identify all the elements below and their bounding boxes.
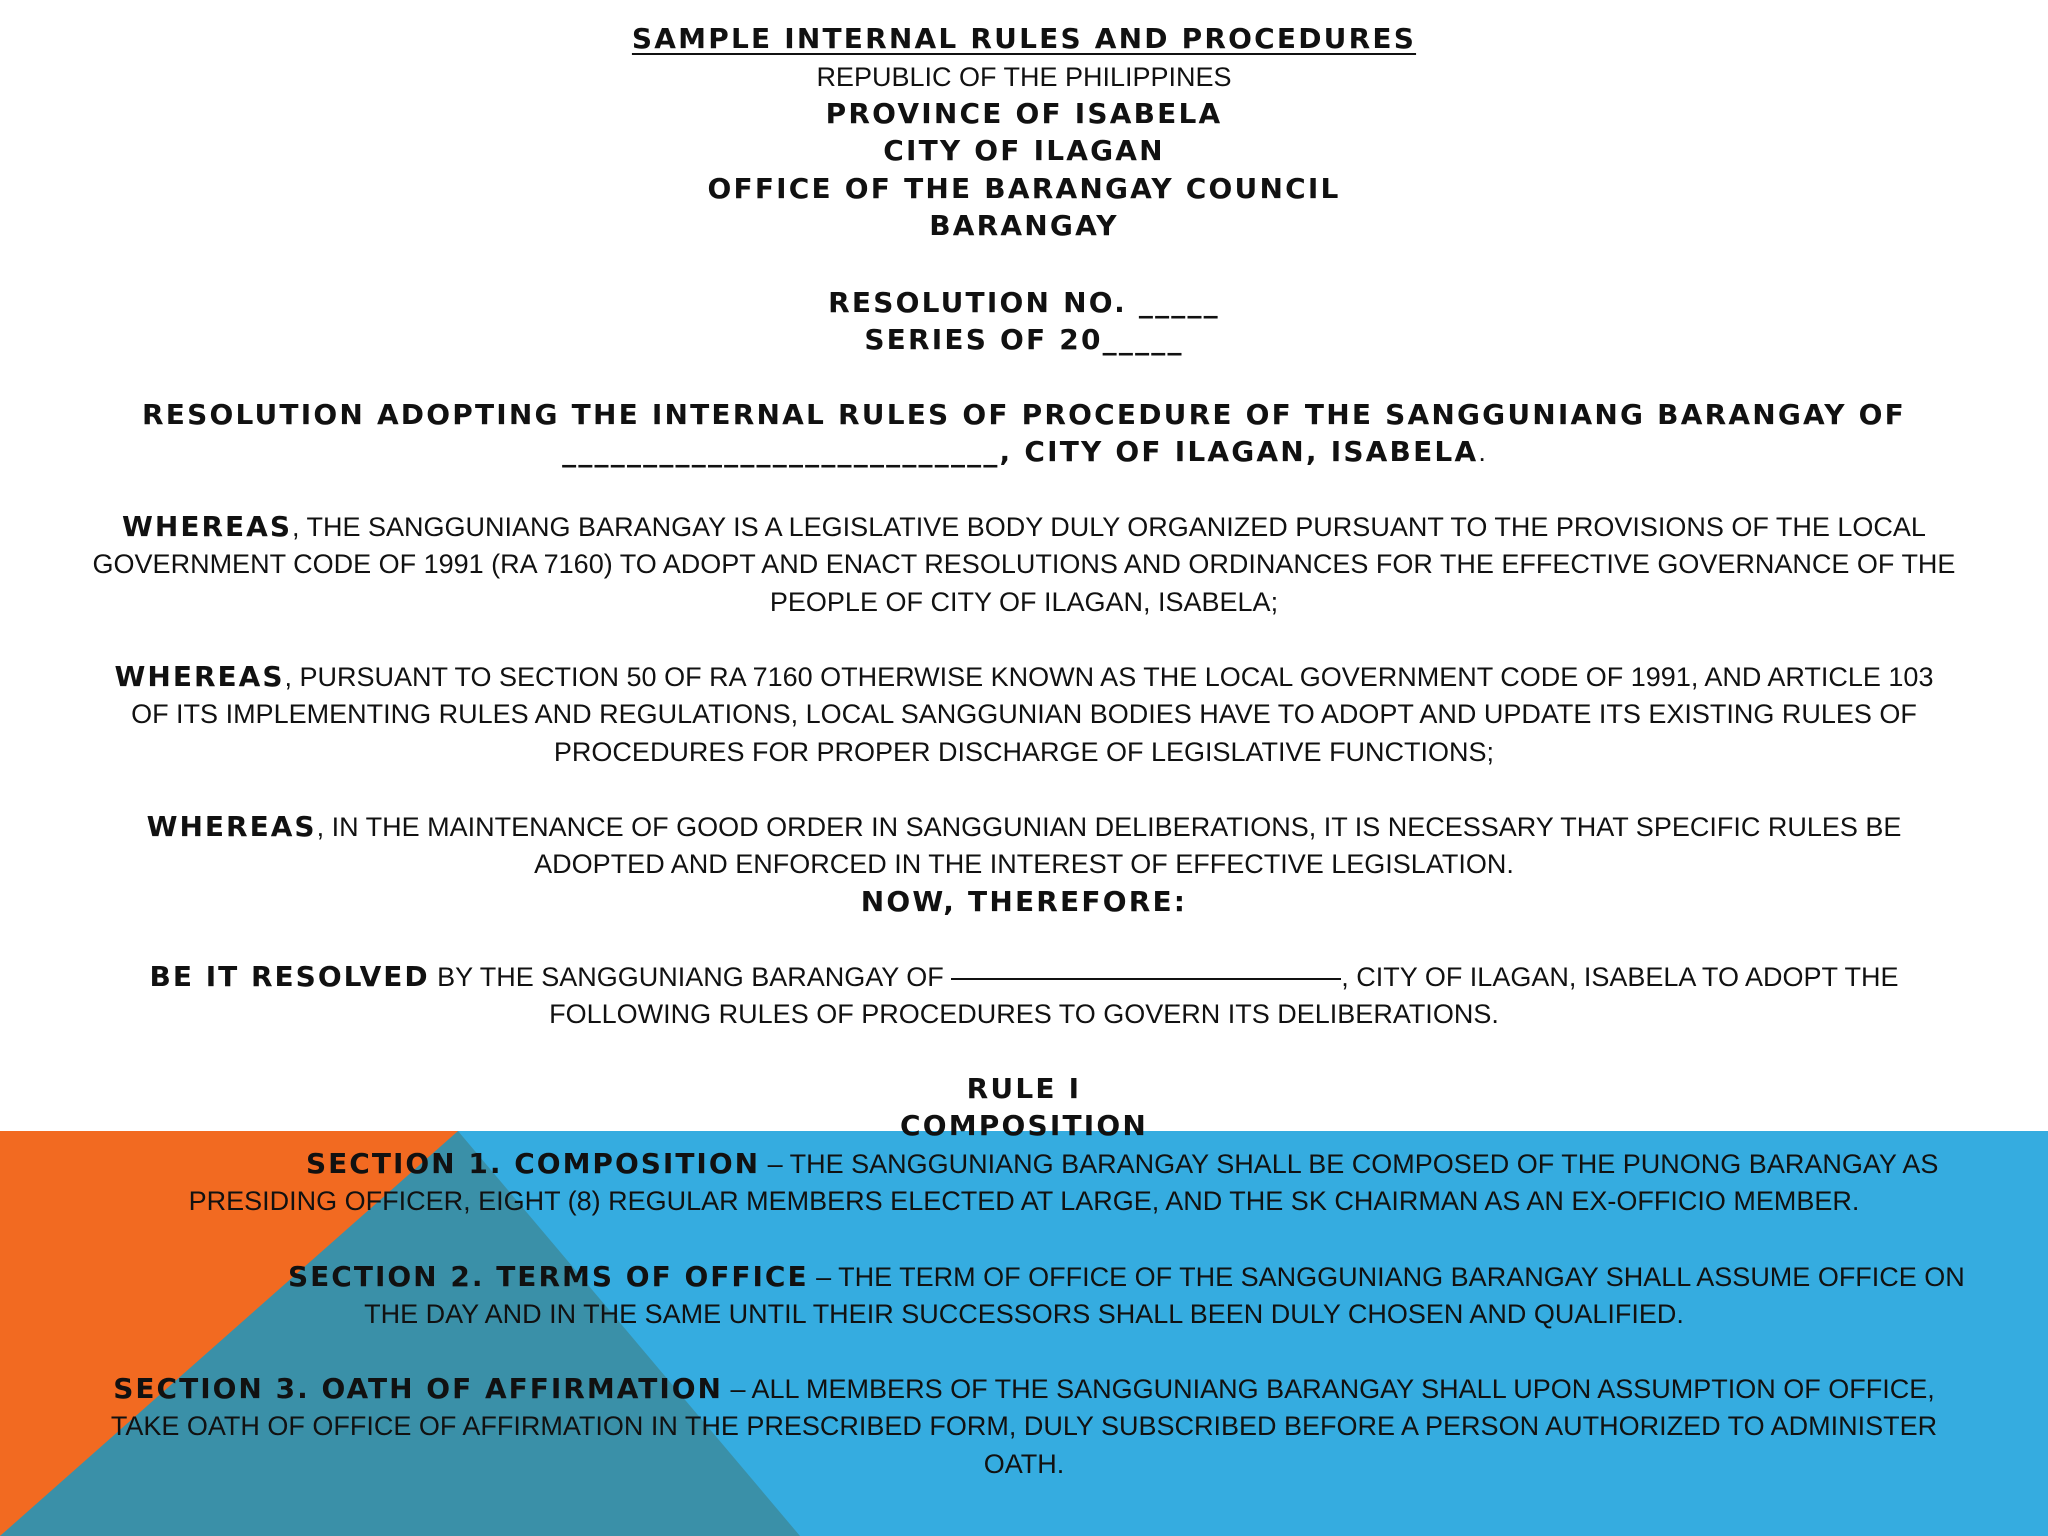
whereas-3-line-1 (0, 808, 2048, 846)
resolution-series: SERIES OF 20_____ (864, 323, 1184, 356)
section-1-line-2: PRESIDING OFFICER, EIGHT (8) REGULAR MEMBERS ELECTED AT LARGE, AND THE SK CHAIRMAN AS AN EX-OFFICIO MEMBER. (188, 1186, 1860, 1216)
whereas-1-lead: WHEREAS (122, 510, 293, 543)
section-2-line-2: THE DAY AND IN THE SAME UNTIL THEIR SUCCESSORS SHALL BEEN DULY CHOSEN AND QUALIFIED. (364, 1299, 1684, 1329)
section-3-line-1 (0, 1370, 2048, 1408)
resolution-title-location: , CITY OF ILAGAN, ISABELA (999, 435, 1479, 468)
whereas-2-text-1: , PURSUANT TO SECTION 50 OF RA 7160 OTHERWISE KNOWN AS THE LOCAL GOVERNMENT CODE OF 1991, AND ARTICLE 103 (284, 662, 1934, 692)
section-1-dash: – (760, 1149, 790, 1179)
be-it-resolved-text-2: , CITY OF ILAGAN, ISABELA TO ADOPT THE (1341, 962, 1899, 992)
now-therefore: NOW, THEREFORE: (860, 885, 1188, 918)
section-1-title: SECTION 1. COMPOSITION (306, 1147, 761, 1180)
section-2-text-1: THE TERM OF OFFICE OF THE SANGGUNIANG BARANGAY SHALL ASSUME OFFICE ON (838, 1262, 1965, 1292)
section-3-title: SECTION 3. OATH OF AFFIRMATION (113, 1372, 723, 1405)
office-line: OFFICE OF THE BARANGAY COUNCIL (707, 172, 1341, 205)
whereas-2-line-1 (0, 658, 2048, 696)
rule-title: COMPOSITION (899, 1109, 1149, 1142)
resolution-number: RESOLUTION NO. _____ (828, 286, 1220, 319)
section-3-line-3: OATH. (983, 1449, 1065, 1479)
whereas-3-text-1: , IN THE MAINTENANCE OF GOOD ORDER IN SANGGUNIAN DELIBERATIONS, IT IS NECESSARY THAT SPECIFIC RULES BE (316, 812, 1902, 842)
whereas-2-line-3: PROCEDURES FOR PROPER DISCHARGE OF LEGISLATIVE FUNCTIONS; (553, 737, 1495, 767)
be-it-resolved-line-2: FOLLOWING RULES OF PROCEDURES TO GOVERN ITS DELIBERATIONS. (549, 999, 1499, 1029)
whereas-1-line-1 (0, 508, 2048, 546)
city-line: CITY OF ILAGAN (883, 134, 1165, 167)
section-3-line-2: TAKE OATH OF OFFICE OF AFFIRMATION IN THE PRESCRIBED FORM, DULY SUBSCRIBED BEFORE A PERSON AUTHORIZED TO ADMINISTER (110, 1411, 1938, 1441)
resolution-title-line-2 (0, 433, 2048, 471)
be-it-resolved-lead: BE IT RESOLVED (149, 960, 430, 993)
whereas-1-line-3: PEOPLE OF CITY OF ILAGAN, ISABELA; (769, 587, 1279, 617)
section-1-line-1 (306, 1145, 1938, 1183)
section-3-text-1: ALL MEMBERS OF THE SANGGUNIANG BARANGAY SHALL UPON ASSUMPTION OF OFFICE, (751, 1374, 1935, 1404)
province-line: PROVINCE OF ISABELA (825, 97, 1223, 130)
section-2-dash: – (808, 1262, 839, 1292)
resolution-title-blank: ___________________________ (562, 435, 1000, 468)
be-it-resolved-line-1 (0, 958, 2048, 996)
be-it-resolved-text-1: BY THE SANGGUNIANG BARANGAY OF (429, 962, 952, 992)
whereas-3-line-2: ADOPTED AND ENFORCED IN THE INTEREST OF EFFECTIVE LEGISLATION. (534, 849, 1514, 879)
whereas-1-text-1: , THE SANGGUNIANG BARANGAY IS A LEGISLATIVE BODY DULY ORGANIZED PURSUANT TO THE PROVISIONS OF THE LOCAL (292, 512, 1926, 542)
rule-number: RULE I (966, 1072, 1082, 1105)
resolution-title-period: . (1478, 437, 1486, 467)
barangay-name-blank (951, 978, 1341, 980)
whereas-1-line-2: GOVERNMENT CODE OF 1991 (RA 7160) TO ADOPT AND ENACT RESOLUTIONS AND ORDINANCES FOR THE EFFECTIVE GOVERNANCE OF THE (92, 549, 1956, 579)
republic-line: REPUBLIC OF THE PHILIPPINES (816, 62, 1232, 92)
barangay-line: BARANGAY (929, 209, 1119, 242)
whereas-2-lead: WHEREAS (114, 660, 285, 693)
section-2-title: SECTION 2. TERMS OF OFFICE (288, 1260, 809, 1293)
section-3-dash: – (722, 1374, 752, 1404)
section-1-text-1: THE SANGGUNIANG BARANGAY SHALL BE COMPOSED OF THE PUNONG BARANGAY AS (789, 1149, 1939, 1179)
whereas-3-lead: WHEREAS (146, 810, 317, 843)
resolution-title-line-1: RESOLUTION ADOPTING THE INTERNAL RULES OF PROCEDURE OF THE SANGGUNIANG BARANGAY OF (142, 398, 1906, 431)
whereas-2-line-2: OF ITS IMPLEMENTING RULES AND REGULATIONS, LOCAL SANGGUNIAN BODIES HAVE TO ADOPT AND UPDATE ITS EXISTING RULES OF (131, 699, 1917, 729)
sample-rules-title: SAMPLE INTERNAL RULES AND PROCEDURES (631, 22, 1417, 55)
section-2-line-1 (288, 1258, 1965, 1296)
